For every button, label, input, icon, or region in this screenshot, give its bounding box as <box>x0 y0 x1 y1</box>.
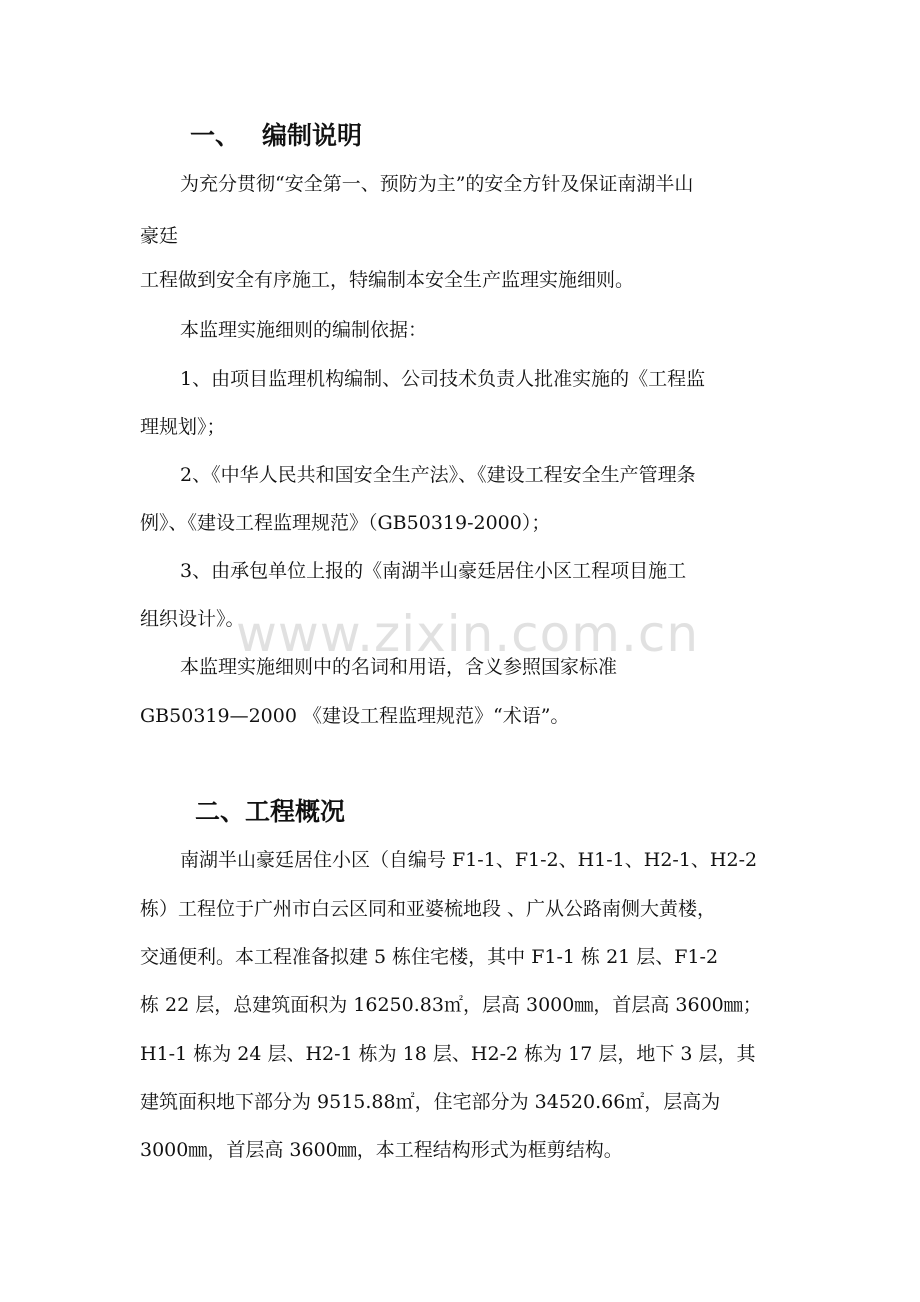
paragraph-line: 南湖半山豪廷居住小区（自编号 F1-1、F1-2、H1-1、H2-1、H2-2 <box>180 849 758 871</box>
paragraph-line: 交通便利。本工程准备拟建 5 栋住宅楼，其中 F1-1 栋 21 层、F1-2 <box>140 946 719 968</box>
paragraph-line: 栋 22 层，总建筑面积为 16250.83㎡，层高 3000㎜，首层高 3600㎜； <box>140 994 762 1016</box>
section-number: 一、 <box>190 121 241 150</box>
section-heading-1 <box>190 121 362 151</box>
list-item-line: 例》、《建设工程监理规范》（GB50319-2000）； <box>140 512 551 534</box>
section-title: 二、工程概况 <box>195 797 346 826</box>
list-item-line: 理规划》； <box>140 416 226 438</box>
paragraph-line: 本监理实施细则的编制依据： <box>180 319 428 341</box>
section-heading-2 <box>195 797 345 827</box>
paragraph-line: 栋）工程位于广州市白云区同和亚婆梳地段 、广从公路南侧大黄楼， <box>140 898 717 920</box>
paragraph-line: H1-1 栋为 24 层、H2-1 栋为 18 层、H2-2 栋为 17 层，地下 3 层，其 <box>140 1043 756 1065</box>
paragraph-line: 豪廷 <box>140 225 179 247</box>
paragraph-line: GB50319—2000 《建设工程监理规范》“术语”。 <box>140 705 570 727</box>
paragraph-line: 为充分贯彻“安全第一、预防为主”的安全方针及保证南湖半山 <box>180 173 694 195</box>
paragraph-line: 本监理实施细则中的名词和用语，含义参照国家标准 <box>180 656 618 678</box>
section-title: 编制说明 <box>262 121 363 150</box>
paragraph-line: 建筑面积地下部分为 9515.88㎡，住宅部分为 34520.66㎡，层高为 <box>140 1091 721 1113</box>
paragraph-line: 3000㎜，首层高 3600㎜，本工程结构形式为框剪结构。 <box>140 1139 623 1161</box>
list-item-line: 3、由承包单位上报的《南湖半山豪廷居住小区工程项目施工 <box>180 560 687 582</box>
list-item-line: 2、《中华人民共和国安全生产法》、《建设工程安全生产管理条 <box>180 464 696 486</box>
list-item-line: 1、由项目监理机构编制、公司技术负责人批准实施的《工程监 <box>180 368 706 390</box>
paragraph-line: 工程做到安全有序施工，特编制本安全生产监理实施细则。 <box>140 269 635 291</box>
watermark: www.zixin.com.cn <box>236 605 700 663</box>
list-item-line: 组织设计》。 <box>140 608 245 630</box>
